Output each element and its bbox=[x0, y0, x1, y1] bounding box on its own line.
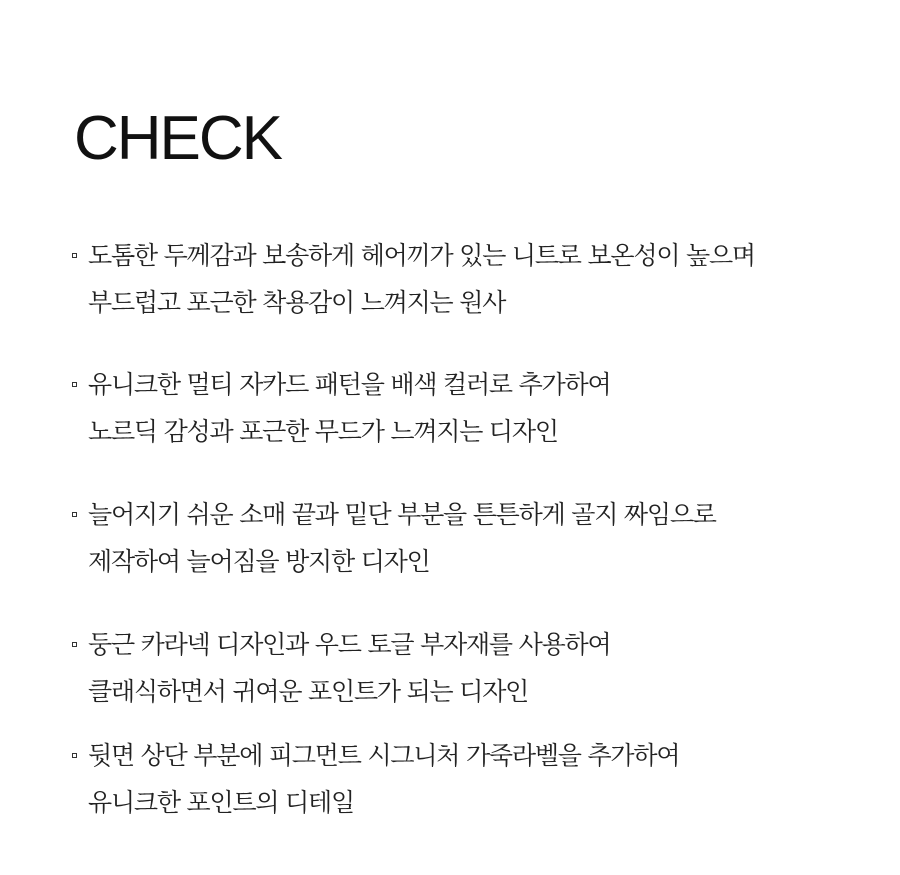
square-bullet-icon bbox=[72, 642, 77, 647]
check-item-ribbing bbox=[70, 500, 870, 577]
check-item-label bbox=[70, 741, 870, 818]
check-item-text: 뒷면 상단 부분에 피그먼트 시그니처 가죽라벨을 추가하여 bbox=[88, 741, 680, 770]
check-item-line bbox=[70, 741, 870, 771]
check-item-text: 부드럽고 포근한 착용감이 느껴지는 원사 bbox=[88, 288, 506, 317]
check-item-line bbox=[70, 630, 870, 660]
check-item-collar bbox=[70, 630, 870, 707]
check-item-text: 클래식하면서 귀여운 포인트가 되는 디자인 bbox=[88, 677, 529, 706]
check-item-text: 둥근 카라넥 디자인과 우드 토글 부자재를 사용하여 bbox=[88, 630, 611, 659]
check-item-line bbox=[70, 677, 870, 707]
check-item-line bbox=[70, 370, 870, 400]
square-bullet-icon bbox=[72, 753, 77, 758]
check-item-line bbox=[70, 241, 870, 271]
check-item-text: 유니크한 멀티 자카드 패턴을 배색 컬러로 추가하여 bbox=[88, 370, 611, 399]
check-item-line bbox=[70, 547, 870, 577]
check-item-line bbox=[70, 500, 870, 530]
square-bullet-icon bbox=[72, 512, 77, 517]
check-item-line bbox=[70, 288, 870, 318]
check-item-line bbox=[70, 788, 870, 818]
check-item-text: 노르딕 감성과 포근한 무드가 느껴지는 디자인 bbox=[88, 417, 558, 446]
square-bullet-icon bbox=[72, 253, 77, 258]
check-item-text: 제작하여 늘어짐을 방지한 디자인 bbox=[88, 547, 430, 576]
check-item-line bbox=[70, 417, 870, 447]
check-item-text: 늘어지기 쉬운 소매 끝과 밑단 부분을 튼튼하게 골지 짜임으로 bbox=[88, 500, 716, 529]
check-item-thickness bbox=[70, 241, 870, 318]
check-item-jacquard bbox=[70, 370, 870, 447]
check-item-text: 유니크한 포인트의 디테일 bbox=[88, 788, 354, 817]
check-item-text: 도톰한 두께감과 보송하게 헤어끼가 있는 니트로 보온성이 높으며 bbox=[88, 241, 755, 270]
square-bullet-icon bbox=[72, 382, 77, 387]
section-heading: CHECK bbox=[74, 104, 282, 173]
